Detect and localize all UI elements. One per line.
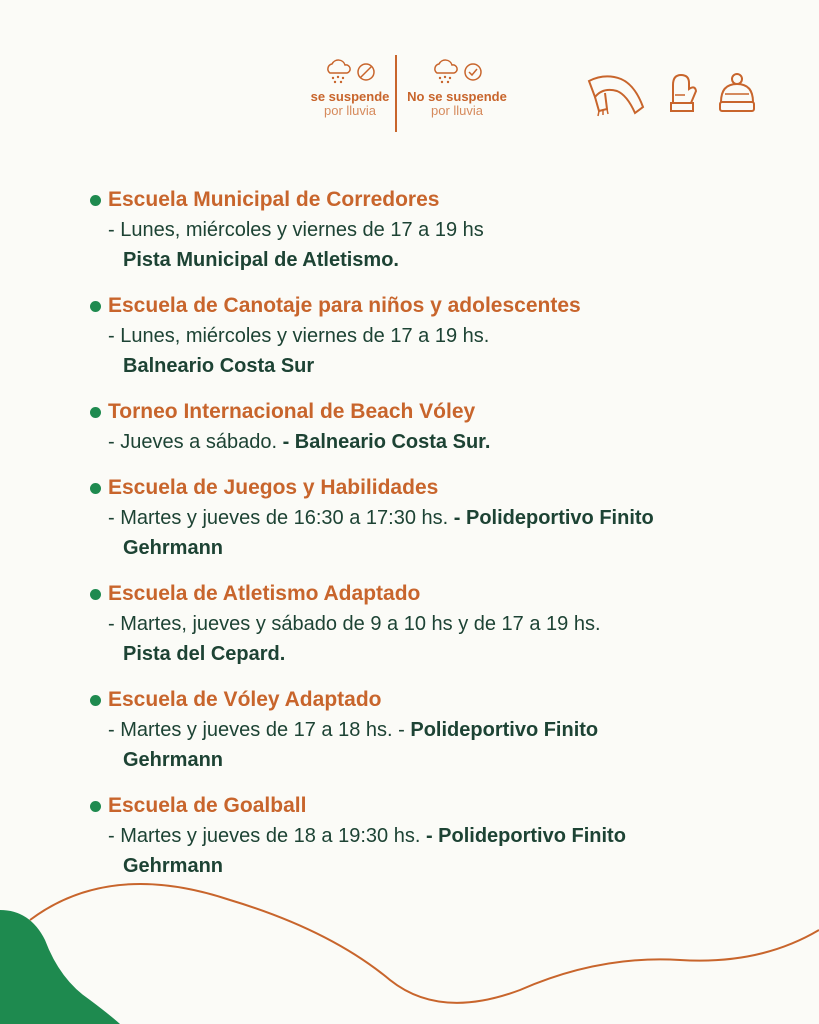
activity-title: Escuela de Vóley Adaptado: [108, 688, 382, 711]
activity-item: [90, 397, 790, 457]
orange-wave-line: [30, 884, 819, 1003]
legend-not-suspended: [407, 55, 507, 118]
activity-title: Escuela de Canotaje para niños y adolescentes: [108, 294, 581, 317]
green-blob-shape: [0, 910, 120, 1024]
legend-no-suspend-line2: por lluvia: [430, 103, 484, 118]
beanie-hat-icon: [717, 72, 757, 114]
check-icon: [463, 62, 483, 82]
activity-place-continued: Gehrmann: [123, 855, 224, 877]
activity-title: Escuela Municipal de Corredores: [108, 188, 440, 211]
activity-title: Torneo Internacional de Beach Vóley: [108, 400, 476, 423]
winter-icons: [585, 67, 757, 119]
activity-title: Escuela de Goalball: [108, 794, 307, 817]
activity-schedule: - Lunes, miércoles y viernes de 17 a 19 hs.: [108, 325, 490, 347]
scarf-icon: [585, 67, 647, 119]
rain-legend: [300, 55, 780, 135]
activity-item: [90, 685, 790, 775]
activity-place-continued: Gehrmann: [123, 537, 224, 559]
activity-place: - Balneario Costa Sur.: [282, 431, 491, 453]
bullet-dot: [90, 695, 101, 706]
legend-divider: [395, 55, 397, 132]
legend-suspend-line2: por lluvia: [323, 103, 377, 118]
activity-place: Balneario Costa Sur: [123, 355, 315, 377]
activity-place: Polideportivo Finito: [410, 719, 599, 741]
legend-suspended: [300, 55, 400, 118]
rain-cloud-icon: [431, 59, 461, 85]
activity-schedule: - Martes, jueves y sábado de 9 a 10 hs y de 17 a 19 hs.: [108, 613, 601, 635]
activity-schedule: - Martes y jueves de 18 a 19:30 hs.: [108, 825, 426, 847]
bullet-dot: [90, 301, 101, 312]
activity-schedule: - Martes y jueves de 16:30 a 17:30 hs.: [108, 507, 454, 529]
bullet-dot: [90, 801, 101, 812]
activity-place: Pista Municipal de Atletismo.: [123, 249, 399, 271]
bullet-dot: [90, 195, 101, 206]
legend-no-suspend-line1: No se suspende: [407, 89, 507, 104]
mitten-icon: [665, 71, 699, 115]
activity-place-continued: Gehrmann: [123, 749, 224, 771]
activities-list: [90, 185, 790, 897]
activity-place: - Polideportivo Finito: [425, 825, 626, 847]
activity-title: Escuela de Atletismo Adaptado: [108, 582, 421, 605]
bullet-dot: [90, 483, 101, 494]
activity-item: [90, 579, 790, 669]
prohibited-icon: [356, 62, 376, 82]
legend-suspend-line1: se suspende: [310, 89, 390, 104]
activity-place: Pista del Cepard.: [123, 643, 286, 665]
activity-item: [90, 185, 790, 275]
bullet-dot: [90, 407, 101, 418]
bullet-dot: [90, 589, 101, 600]
activity-title: Escuela de Juegos y Habilidades: [108, 476, 439, 499]
decorative-waves: [0, 870, 819, 1024]
activity-schedule: - Lunes, miércoles y viernes de 17 a 19 hs: [108, 219, 484, 241]
activity-item: [90, 473, 790, 563]
activity-place: - Polideportivo Finito: [453, 507, 654, 529]
rain-cloud-icon: [324, 59, 354, 85]
activity-schedule: - Martes y jueves de 17 a 18 hs. -: [108, 719, 411, 741]
activity-item: [90, 791, 790, 881]
activity-item: [90, 291, 790, 381]
activity-schedule: - Jueves a sábado.: [108, 431, 283, 453]
